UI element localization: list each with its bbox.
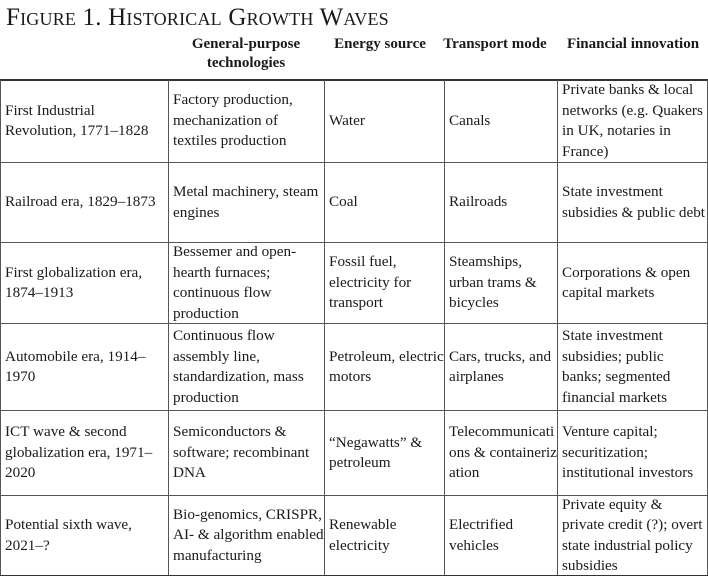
finance-cell: Corporations & open capital markets — [562, 263, 691, 301]
table-header — [0, 35, 708, 79]
energy-cell: Renewable electricity — [329, 516, 397, 554]
finance-cell: Private banks & local networks (e.g. Quakers in UK, notaries in France) — [562, 81, 703, 160]
energy-cell: Coal — [329, 193, 358, 211]
energy-cell: “Negawatts” & petroleum — [329, 433, 423, 471]
technologies-cell: Metal machinery, steam engines — [173, 183, 319, 221]
header-era — [0, 35, 168, 79]
table-row — [0, 411, 708, 495]
technologies-cell: Bio-genomics, CRISPR, AI- & algorithm enabled manufacturing — [173, 505, 324, 564]
header-technologies: General-purpose technologies — [191, 36, 301, 71]
finance-cell: Private equity & private credit (?); overt state industrial policy subsidies — [562, 495, 703, 574]
table-bottom-rule — [0, 575, 708, 576]
header-finance: Financial innovation — [566, 36, 700, 52]
technologies-cell: Bessemer and open-hearth furnaces; continuous flow production — [173, 243, 297, 322]
technologies-cell: Semiconductors & software; recombinant DNA — [173, 423, 310, 482]
finance-cell: State investment subsidies & public debt — [562, 183, 706, 221]
header-transport: Transport mode — [443, 36, 547, 52]
finance-cell: Venture capital; securitization; institutional investors — [562, 423, 694, 482]
transport-cell: Steamships, urban trams & bicycles — [449, 253, 537, 312]
era-cell: Potential sixth wave, 2021–? — [5, 516, 132, 554]
transport-cell: Canals — [449, 111, 491, 129]
table-row — [0, 163, 708, 242]
table-row — [0, 324, 708, 410]
energy-cell: Water — [329, 111, 365, 129]
technologies-cell: Factory production, mechanization of textiles production — [173, 91, 293, 150]
finance-cell: State investment subsidies; public banks; segmented financial markets — [562, 327, 671, 406]
era-cell: Automobile era, 1914–1970 — [5, 347, 146, 385]
technologies-cell: Continuous flow assembly line, standardization, mass production — [173, 327, 304, 406]
table-row — [0, 243, 708, 323]
header-energy: Energy source — [334, 36, 426, 52]
era-cell: First globalization era, 1874–1913 — [5, 263, 143, 301]
transport-cell: Railroads — [449, 193, 508, 211]
transport-cell: Electrified vehicles — [449, 516, 514, 554]
era-cell: Railroad era, 1829–1873 — [5, 193, 156, 211]
energy-cell: Fossil fuel, electricity for transport — [329, 253, 412, 312]
era-cell: First Industrial Revolution, 1771–1828 — [5, 101, 149, 139]
transport-cell: Telecommunications & containerization — [449, 423, 557, 482]
era-cell: ICT wave & second globalization era, 1971–2020 — [5, 423, 153, 482]
transport-cell: Cars, trucks, and airplanes — [449, 347, 552, 385]
table-row — [0, 496, 708, 575]
energy-cell: Petroleum, electric motors — [329, 347, 444, 385]
figure-title: Figure 1. Historical Growth Waves — [6, 4, 389, 31]
table-row — [0, 80, 708, 162]
